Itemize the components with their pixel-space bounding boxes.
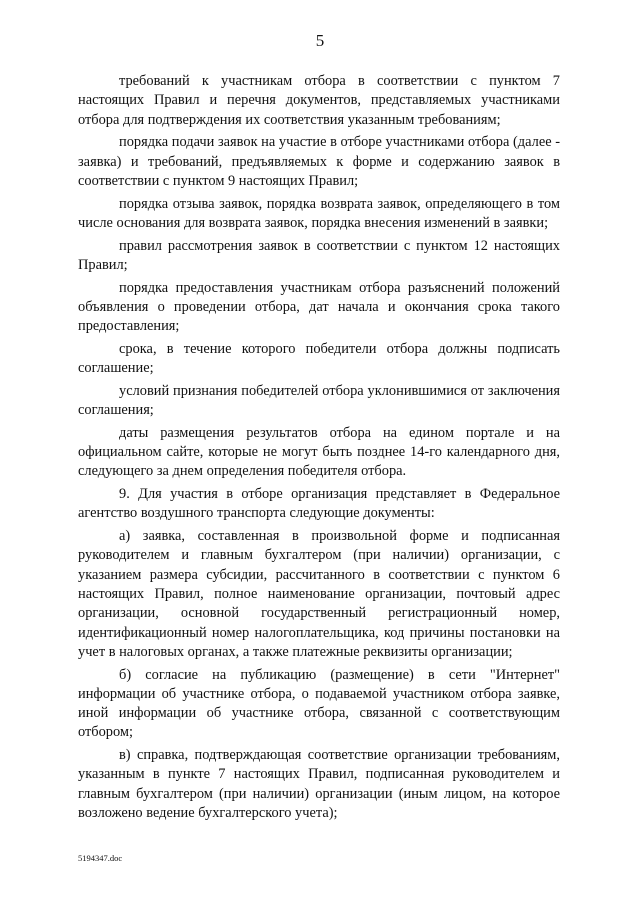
paragraph: даты размещения результатов отбора на едином портале и на официальном сайте, которые не могут быть позднее 14-го календарного дня, следующего за днем определения победителя отбора. bbox=[78, 424, 560, 480]
paragraph: правил рассмотрения заявок в соответствии с пунктом 12 настоящих Правил; bbox=[78, 237, 560, 273]
paragraph: порядка отзыва заявок, порядка возврата заявок, определяющего в том числе основания для возврата заявок, порядка внесения изменений в заявки; bbox=[78, 195, 560, 231]
paragraph: б) согласие на публикацию (размещение) в сети "Интернет" информации об участнике отбора, о подаваемой участником отбора заявке, иной информации об участнике отбора, связанной с соответствующим отбором; bbox=[78, 666, 560, 741]
paragraph: 9. Для участия в отборе организация представляет в Федеральное агентство воздушного транспорта следующие документы: bbox=[78, 486, 560, 522]
paragraph: требований к участникам отбора в соответствии с пунктом 7 настоящих Правил и перечня документов, представляемых участниками отбора для подтверждения их соответствия указанным требованиям; bbox=[78, 73, 560, 128]
paragraph: а) заявка, составленная в произвольной форме и подписанная руководителем и главным бухгалтером (при наличии) организации, с указанием размера субсидии, рассчитанного в соответствии с пунктом 6 настоящих Правил, полное наименование организации, почтовый адрес организации, основной государственный регистрационный номер, идентификационный номер налогоплательщика, код причины постановки на учет в налоговых органах, а также платежные реквизиты организации; bbox=[78, 528, 560, 660]
document-body bbox=[78, 72, 560, 827]
paragraph: порядка подачи заявок на участие в отборе участниками отбора (далее - заявка) и требований, предъявляемых к форме и содержанию заявок в соответствии с пунктом 9 настоящих Правил; bbox=[78, 134, 560, 189]
document-file-code: 5194347.doc bbox=[78, 853, 123, 863]
page-number: 5 bbox=[315, 31, 325, 50]
paragraph: срока, в течение которого победители отбора должны подписать соглашение; bbox=[78, 340, 560, 377]
paragraph: порядка предоставления участникам отбора разъяснений положений объявления о проведении отбора, дат начала и окончания срока такого предоставления; bbox=[78, 279, 560, 335]
paragraph: условий признания победителей отбора уклонившимися от заключения соглашения; bbox=[78, 382, 560, 419]
paragraph: в) справка, подтверждающая соответствие организации требованиям, указанным в пункте 7 настоящих Правил, подписанная руководителем и главным бухгалтером (при наличии) организации (иным лицом, на которое возложено ведение бухгалтерского учета); bbox=[78, 747, 560, 821]
